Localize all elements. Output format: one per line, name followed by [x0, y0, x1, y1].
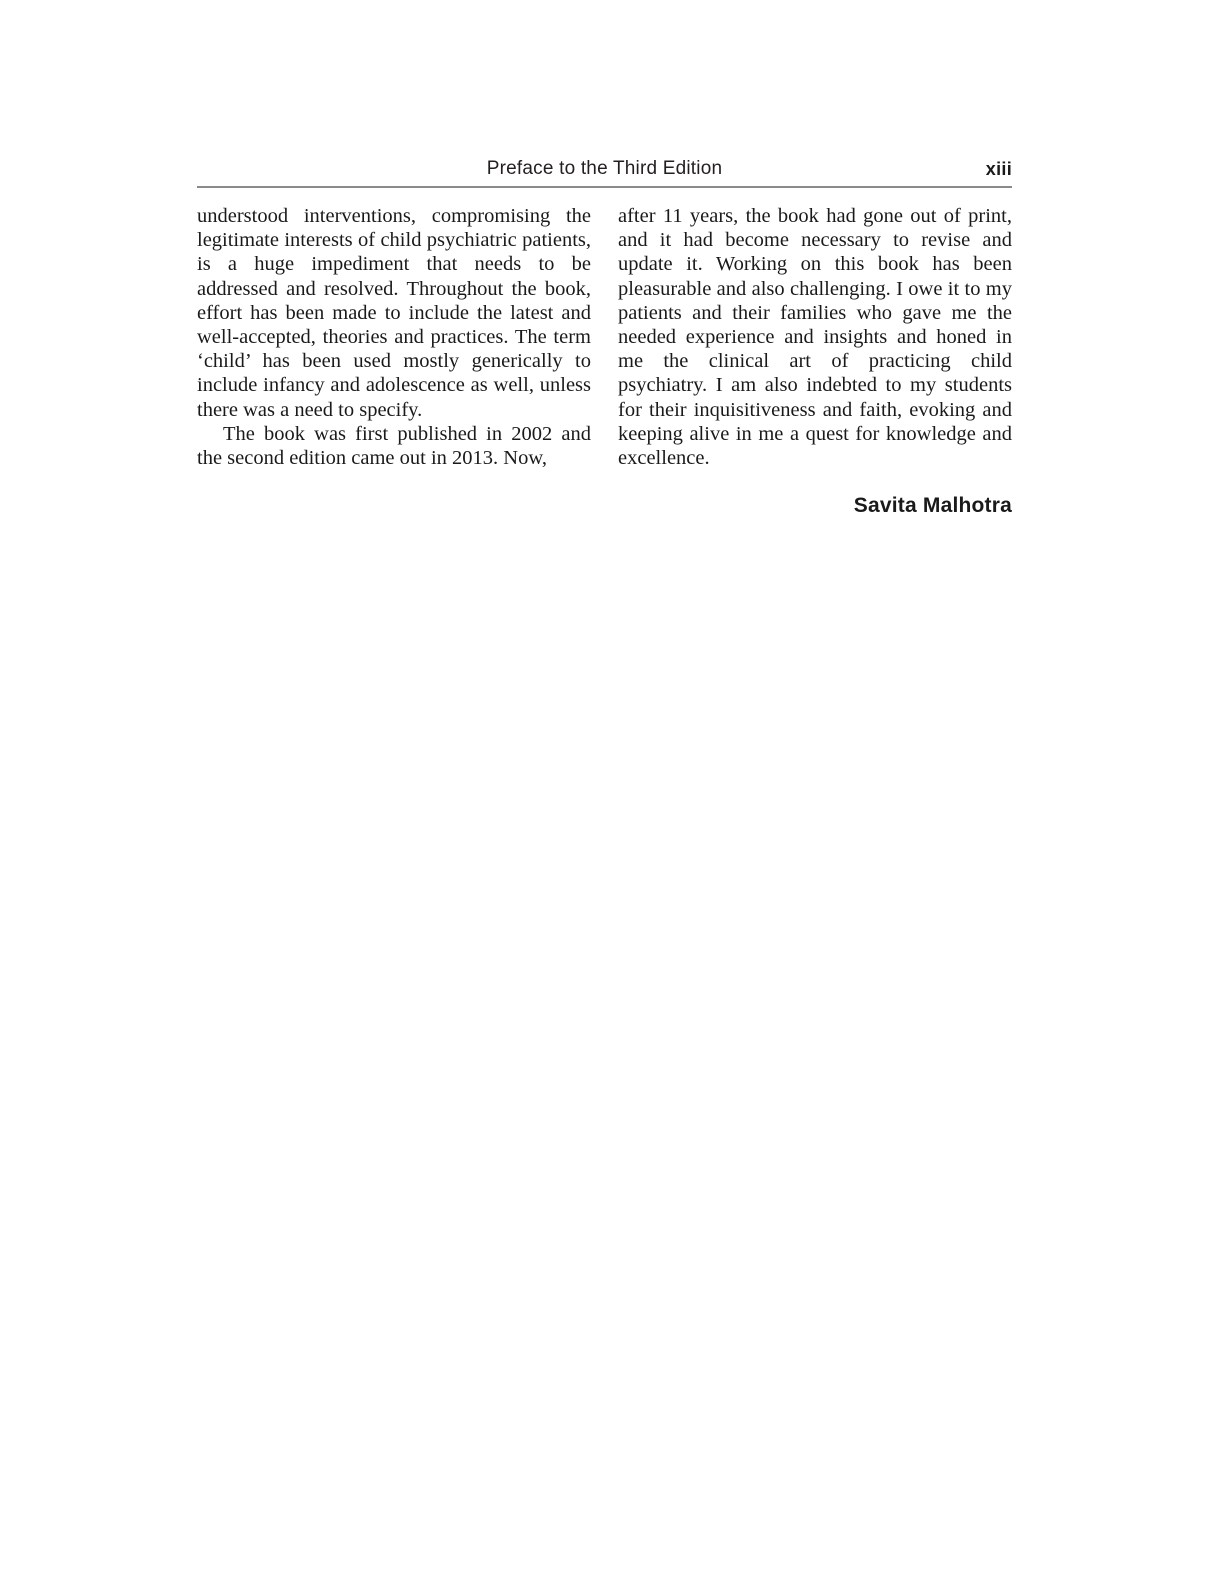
body-columns — [197, 204, 1012, 470]
right-column-paragraph-1: after 11 years, the book had gone out of print, and it had become necessary to revise and update it. Working on this book has been pleasurable and also challenging. I owe it to my patients and their families who gave me the needed experience and insights and honed in me the clinical art of practicing child psychiatry. I am also indebted to my students for their inquisitiveness and faith, evoking and keeping alive in me a quest for knowledge and excellence. — [618, 205, 1012, 470]
right-column — [618, 204, 1012, 470]
header-rule — [197, 186, 1012, 188]
left-column-paragraph-2: The book was first published in 2002 and the second edition came out in 2013. Now, — [197, 422, 591, 470]
left-column-paragraph-1: understood interventions, compromising the legitimate interests of child psychiatric patients, is a huge impediment that needs to be addressed and resolved. Throughout the book, effort has been made to include the latest and well-accepted, theories and practices. The term ‘child’ has been used mostly generically to include infancy and adolescence as well, unless there was a need to specify. — [197, 205, 591, 421]
running-head — [197, 158, 1012, 188]
running-head-title: Preface to the Third Edition — [486, 158, 723, 179]
left-column — [197, 204, 591, 470]
author-signature: Savita Malhotra — [853, 494, 1012, 517]
page-number: xiii — [985, 159, 1012, 179]
